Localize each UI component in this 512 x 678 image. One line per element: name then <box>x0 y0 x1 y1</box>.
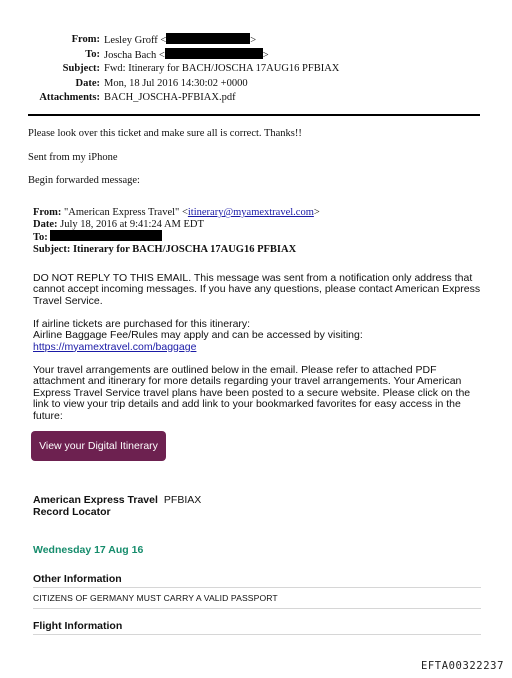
fwd-date-value: July 18, 2016 at 9:41:24 AM EDT <box>60 218 204 230</box>
date-label: Date: <box>75 77 100 89</box>
fwd-to-label: To: <box>33 232 48 243</box>
fwd-to-row <box>33 230 320 244</box>
header-divider <box>28 114 480 116</box>
fwd-from-name: "American Express Travel" < <box>64 207 188 218</box>
from-label: From: <box>71 34 100 45</box>
header-attachments-row <box>0 91 512 106</box>
baggage-info <box>33 319 483 353</box>
attachment-file[interactable]: BACH_JOSCHA-PFBIAX.pdf <box>104 92 236 103</box>
forward-intro: Begin forwarded message: <box>28 175 140 186</box>
other-info-text: CITIZENS OF GERMANY MUST CARRY A VALID PASSPORT <box>33 593 278 603</box>
body-message: Please look over this ticket and make sure all is correct. Thanks!! <box>28 128 302 139</box>
fwd-from-label: From: <box>33 207 62 218</box>
section-divider <box>33 634 481 635</box>
fwd-subject-label: Subject: <box>33 243 71 255</box>
redaction-box <box>50 230 162 241</box>
subject-value: Fwd: Itinerary for BACH/JOSCHA 17AUG16 PFBIAX <box>104 63 340 74</box>
date-value: Mon, 18 Jul 2016 14:30:02 +0000 <box>104 77 248 89</box>
flight-info-heading: Flight Information <box>33 620 123 632</box>
section-divider <box>33 608 481 609</box>
no-reply-notice: DO NOT REPLY TO THIS EMAIL. This message was sent from a notification only address that cannot accept incoming messages. If you have any questions, please contact American Express Travel Service. <box>33 272 481 307</box>
fwd-from-row <box>33 207 320 219</box>
header-subject-row <box>0 62 512 77</box>
from-value <box>104 33 256 49</box>
fwd-from-end: > <box>313 207 320 218</box>
record-code: PFBIAX <box>163 494 202 506</box>
view-itinerary-button[interactable]: View your Digital Itinerary <box>31 431 166 461</box>
forwarded-header <box>33 207 320 255</box>
fwd-subject-row <box>33 244 320 256</box>
record-locator-label: Record Locator <box>33 505 111 518</box>
document-id: EFTA00322237 <box>420 660 504 672</box>
fwd-subject-value: Itinerary for BACH/JOSCHA 17AUG16 PFBIAX <box>72 243 297 255</box>
header-to-row <box>0 48 512 63</box>
email-header <box>0 33 512 106</box>
other-info-heading: Other Information <box>33 573 122 585</box>
fwd-date-row <box>33 219 320 231</box>
travel-date-heading: Wednesday 17 Aug 16 <box>33 544 144 556</box>
to-end: > <box>262 49 269 61</box>
to-label: To: <box>85 48 100 60</box>
to-name: Joscha Bach < <box>104 49 165 61</box>
subject-label: Subject: <box>62 63 100 74</box>
agency-name: American Express Travel <box>33 494 158 506</box>
attachments-label: Attachments: <box>39 92 100 103</box>
baggage-link[interactable]: https://myamextravel.com/baggage <box>33 340 197 353</box>
sent-from: Sent from my iPhone <box>28 152 118 163</box>
arrangements-text: Your travel arrangements are outlined below in the email. Please refer to attached PDF attachment and itinerary for more details regarding your travel arrangements. Your American Express Travel Service travel plans have been posted to a secure website. Please click on the link to view your trip details and add link to your bookmarked favorites for easy access in the future: <box>33 364 471 422</box>
baggage-line-2: Airline Baggage Fee/Rules may apply and can be accessed by visiting: <box>33 329 363 342</box>
from-name: Lesley Groff < <box>104 35 167 46</box>
baggage-line-1: If airline tickets are purchased for this itinerary: <box>33 318 251 330</box>
redaction-box <box>166 33 250 44</box>
header-date-row <box>0 77 512 92</box>
record-locator-block <box>33 495 201 518</box>
fwd-date-label: Date: <box>33 218 58 230</box>
agency-line <box>33 495 201 507</box>
header-from-row <box>0 33 512 48</box>
to-value <box>104 48 269 64</box>
from-end: > <box>250 35 257 46</box>
section-divider <box>33 587 481 588</box>
fwd-from-email-link[interactable]: itinerary@myamextravel.com <box>187 207 314 218</box>
redaction-box <box>165 48 263 59</box>
